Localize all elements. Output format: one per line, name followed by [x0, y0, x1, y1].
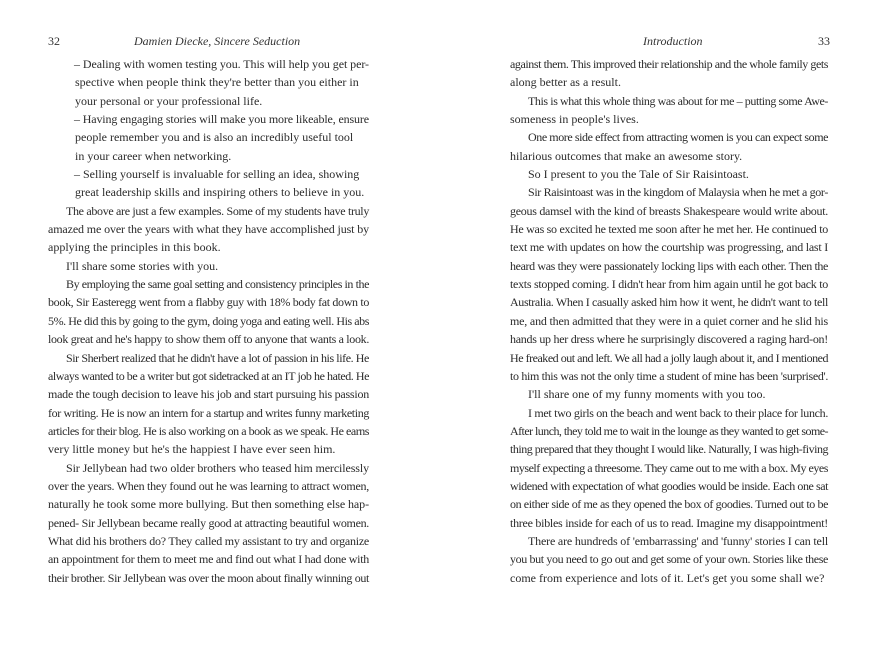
text-line-content: spective when people think they're better than you either in	[75, 75, 359, 90]
text-line	[510, 275, 828, 293]
text-line-content: very little money but he's the happiest I have ever seen him.	[48, 442, 336, 457]
text-line-content: an appointment for them to meet me and find out what I had done with	[48, 552, 370, 567]
text-line-content: articles for their blog. He is also working on a book as we speak. He earns	[48, 423, 369, 438]
text-line	[510, 92, 828, 110]
text-line-content: myself expecting a threesome. They came out to me with a box. My eyes	[510, 460, 828, 475]
text-line-content: geous damsel with the kind of breasts Shakespeare would write about.	[510, 203, 829, 218]
text-line	[510, 349, 828, 367]
text-line-content: on either side of me as they opened the box of goodies. Turned out to be	[510, 497, 829, 512]
text-line-content: – Dealing with women testing you. This will help you get per-	[74, 57, 369, 71]
text-line-content: thing prepared that they thought I would like. Naturally, I was high-fiving	[510, 442, 828, 457]
text-line-content: against them. This improved their relationship and the whole family gets	[510, 57, 829, 71]
text-line	[510, 220, 828, 238]
text-line-content: book, Sir Easteregg went from a flabby guy with 18% body fat down to	[48, 295, 370, 310]
text-line	[510, 569, 828, 587]
text-line	[48, 477, 369, 495]
text-line	[48, 550, 369, 568]
right-page-body	[510, 55, 828, 587]
text-line	[48, 73, 369, 91]
text-line	[48, 569, 369, 587]
text-line-content: widened with expectation of what goodies would be inside. Each one sat	[510, 478, 828, 493]
text-line	[48, 220, 369, 238]
text-line	[48, 55, 369, 73]
text-line-content: texts stopped coming. I didn't hear from him again until he got back to	[510, 277, 828, 292]
text-line	[48, 330, 369, 348]
text-line	[48, 110, 369, 128]
text-line	[510, 440, 828, 458]
text-line	[510, 257, 828, 275]
text-line-content: Sir Raisintoast was in the kingdom of Malaysia when he met a gor-	[528, 185, 828, 200]
text-line	[510, 165, 828, 183]
text-line-content: One more side effect from attracting women is you can expect some	[528, 130, 829, 145]
text-line-content: Sir Sherbert realized that he didn't have a lot of passion in his life. He	[66, 350, 369, 365]
text-line-content: come from experience and lots of it. Let's get you some shall we?	[510, 570, 825, 585]
text-line-content: me, and then admitted that they were in a quiet corner and he slid his	[510, 313, 829, 328]
left-page-number: 32	[48, 34, 60, 48]
text-line-content: I'll share one of my funny moments with you too.	[528, 387, 766, 402]
text-line	[48, 440, 369, 458]
text-line	[510, 293, 828, 311]
text-line	[510, 459, 828, 477]
text-line	[510, 110, 828, 128]
text-line	[48, 202, 369, 220]
text-line	[510, 330, 828, 348]
text-line	[510, 477, 828, 495]
text-line-content: made the tough decision to leave his job and start pursuing his passion	[48, 387, 369, 402]
left-running-header: Damien Diecke, Sincere Seduction	[134, 34, 301, 48]
text-line-content: pened- Sir Jellybean became really good at attracting beautiful women.	[48, 515, 370, 530]
text-line-content: heard was they were passionately locking lips with each other. Then the	[510, 258, 829, 273]
text-line-content: 5%. He did this by going to the gym, doing yoga and eating well. His abs	[48, 313, 369, 328]
text-line-content: people remember you and is also an incredibly useful tool	[75, 130, 354, 145]
text-line-content: look great and he's happy to show them off to anyone that wants a look.	[48, 332, 369, 347]
text-line	[48, 165, 369, 183]
text-line-content: Sir Jellybean had two older brothers who teased him mercilessly	[66, 460, 369, 475]
text-line-content: you but you need to go out and get some of your own. Stories like these	[510, 552, 828, 567]
text-line-content: There are hundreds of 'embarrassing' and 'funny' stories I can tell	[528, 533, 829, 548]
text-line-content: over the years. When they found out he was learning to attract women,	[48, 478, 369, 493]
text-line-content: I met two girls on the beach and went back to their place for lunch.	[528, 405, 829, 420]
text-line-content: – Having engaging stories will make you more likeable, ensure	[74, 112, 369, 127]
text-line-content: their brother. Sir Jellybean was over the moon about finally winning out	[48, 570, 370, 585]
text-line-content: three bibles inside for each of us to read. Imagine my disappointment!	[510, 515, 829, 530]
text-line-content: The above are just a few examples. Some of my students have truly	[66, 203, 369, 218]
text-line	[48, 349, 369, 367]
text-line	[48, 275, 369, 293]
text-line	[48, 312, 369, 330]
text-line	[510, 202, 828, 220]
text-line	[48, 238, 369, 256]
text-line-content: Australia. When I casually asked him how it went, he didn't want to tell	[510, 295, 828, 310]
text-line	[510, 367, 828, 385]
text-line	[510, 238, 828, 256]
text-line	[48, 257, 369, 275]
text-line-content: hands up her dress where he surprisingly discovered a raging hard-on!	[510, 332, 828, 347]
text-line-content: hilarious outcomes that make an awesome story.	[510, 148, 743, 163]
text-line	[48, 514, 369, 532]
text-line-content: for writing. He is now an intern for a startup and writes funny marketing	[48, 405, 369, 420]
text-line-content: your personal or your professional life.	[75, 93, 263, 108]
text-line	[510, 73, 828, 91]
text-line-content: along better as a result.	[510, 75, 621, 90]
text-line-content: – Selling yourself is invaluable for selling an idea, showing	[74, 167, 360, 182]
text-line	[48, 385, 369, 403]
text-line-content: amazed me over the years with what they have accomplished just by	[48, 222, 370, 237]
text-line-content: to him this was not the only time a student of mine has been 'surprised'.	[510, 368, 829, 383]
text-line	[510, 128, 828, 146]
text-line-content: This is what this whole thing was about for me – putting some Awe-	[528, 93, 829, 108]
text-line	[510, 550, 828, 568]
text-line	[510, 55, 828, 73]
text-line	[510, 514, 828, 532]
text-line	[48, 92, 369, 110]
text-line-content: I'll share some stories with you.	[66, 258, 219, 273]
text-line-content: great leadership skills and inspiring others to believe in you.	[75, 185, 365, 200]
text-line-content: So I present to you the Tale of Sir Raisintoast.	[528, 167, 749, 182]
text-line-content: someness in people's lives.	[510, 112, 639, 127]
left-page-body	[48, 55, 369, 587]
text-line	[48, 532, 369, 550]
text-line	[510, 422, 828, 440]
text-line	[510, 532, 828, 550]
text-line-content: text me with updates on how the courtship was progressing, and last I	[510, 240, 828, 255]
right-running-header: Introduction	[643, 34, 703, 48]
text-line	[510, 404, 828, 422]
text-line	[510, 385, 828, 403]
text-line	[48, 495, 369, 513]
text-line	[48, 293, 369, 311]
text-line-content: After lunch, they told me to wait in the lounge as they wanted to get some-	[510, 423, 828, 438]
text-line	[510, 183, 828, 201]
text-line-content: By employing the same goal setting and consistency principles in the	[66, 277, 369, 292]
text-line	[48, 404, 369, 422]
text-line	[510, 312, 828, 330]
text-line-content: He freaked out and left. We all had a jolly laugh about it, and I mentioned	[510, 350, 829, 365]
text-line	[48, 128, 369, 146]
text-line	[48, 459, 369, 477]
right-page	[438, 0, 876, 655]
text-line	[48, 147, 369, 165]
text-line-content: naturally he took some more bullying. But then something else hap-	[48, 497, 369, 512]
text-line	[48, 422, 369, 440]
text-line-content: in your career when networking.	[75, 148, 232, 163]
text-line-content: always wanted to be a writer but got sidetracked at an IT job he hated. He	[48, 368, 370, 383]
text-line-content: applying the principles in this book.	[48, 240, 221, 255]
text-line-content: He was so excited he texted me soon after he met her. He continued to	[510, 222, 828, 237]
text-line	[510, 147, 828, 165]
text-line	[48, 367, 369, 385]
text-line	[510, 495, 828, 513]
right-page-number: 33	[818, 34, 830, 48]
text-line	[48, 183, 369, 201]
text-line-content: What did his brothers do? They called my assistant to try and organize	[48, 533, 369, 548]
